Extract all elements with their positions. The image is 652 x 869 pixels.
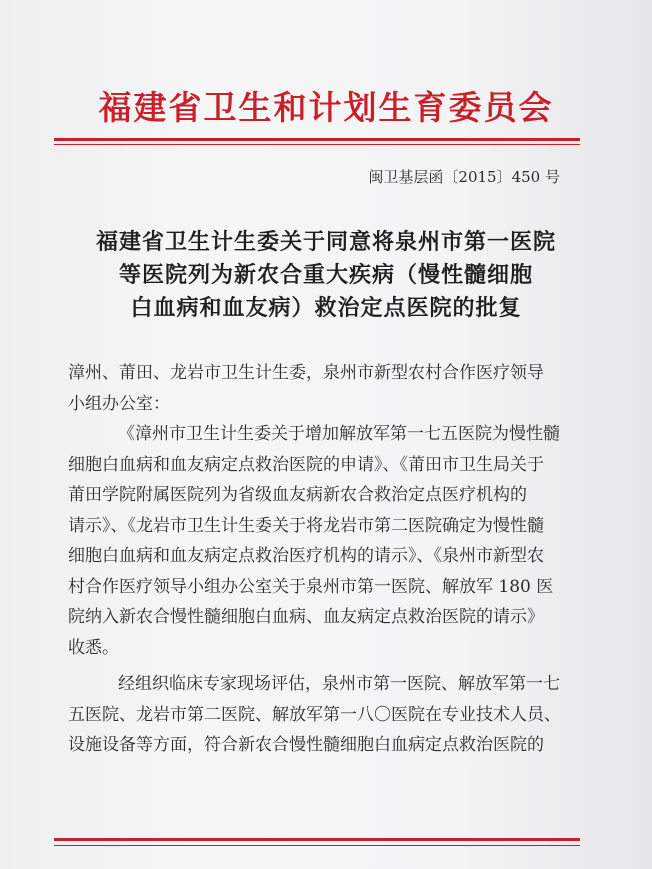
header-rule-thin [54,144,580,145]
body-line: 细胞白血病和血友病定点救治医院的申请》、《莆田市卫生局关于 [68,454,544,475]
header-rule-thick [54,138,580,141]
body-line: 经组织临床专家现场评估，泉州市第一医院、解放军第一七 [118,674,560,694]
footer-rule-thick [54,838,580,841]
body-line: 《漳州市卫生计生委关于增加解放军第一七五医院为慢性髓 [118,424,560,444]
body-line: 五医院、龙岩市第二医院、解放军第一八〇医院在专业技术人员、 [68,704,561,725]
issuing-org-title: 福建省卫生和计划生育委员会 [98,88,554,127]
body-line: 收悉。 [68,637,119,658]
body-line: 细胞白血病和血友病定点救治医疗机构的请示》、《泉州市新型农 [68,546,544,566]
document-body [68,358,584,761]
body-line: 院纳入新农合慢性髓细胞白血病、血友病定点救治医院的请示》 [68,607,544,627]
body-line: 漳州、莆田、龙岩市卫生计生委，泉州市新型农村合作医疗领导 [68,363,544,383]
footer-rule-thin [54,845,580,846]
title-line: 福建省卫生计生委关于同意将泉州市第一医院 [95,229,556,255]
title-line: 等医院列为新农合重大疾病（慢性髓细胞 [118,262,533,288]
body-line: 村合作医疗领导小组办公室关于泉州市第一医院、解放军 180 医 [68,576,554,597]
document-number: 闽卫基层函〔2015〕450 号 [368,168,560,186]
body-line: 小组办公室： [68,393,170,414]
body-line: 莆田学院附属医院列为省级血友病新农合救治定点医疗机构的 [68,485,527,505]
document-title [0,226,652,325]
body-line: 请示》、《龙岩市卫生计生委关于将龙岩市第二医院确定为慢性髓 [68,515,544,536]
title-line: 白血病和血友病）救治定点医院的批复 [130,295,522,321]
body-line: 设施设备等方面，符合新农合慢性髓细胞白血病定点救治医院的 [68,735,544,755]
